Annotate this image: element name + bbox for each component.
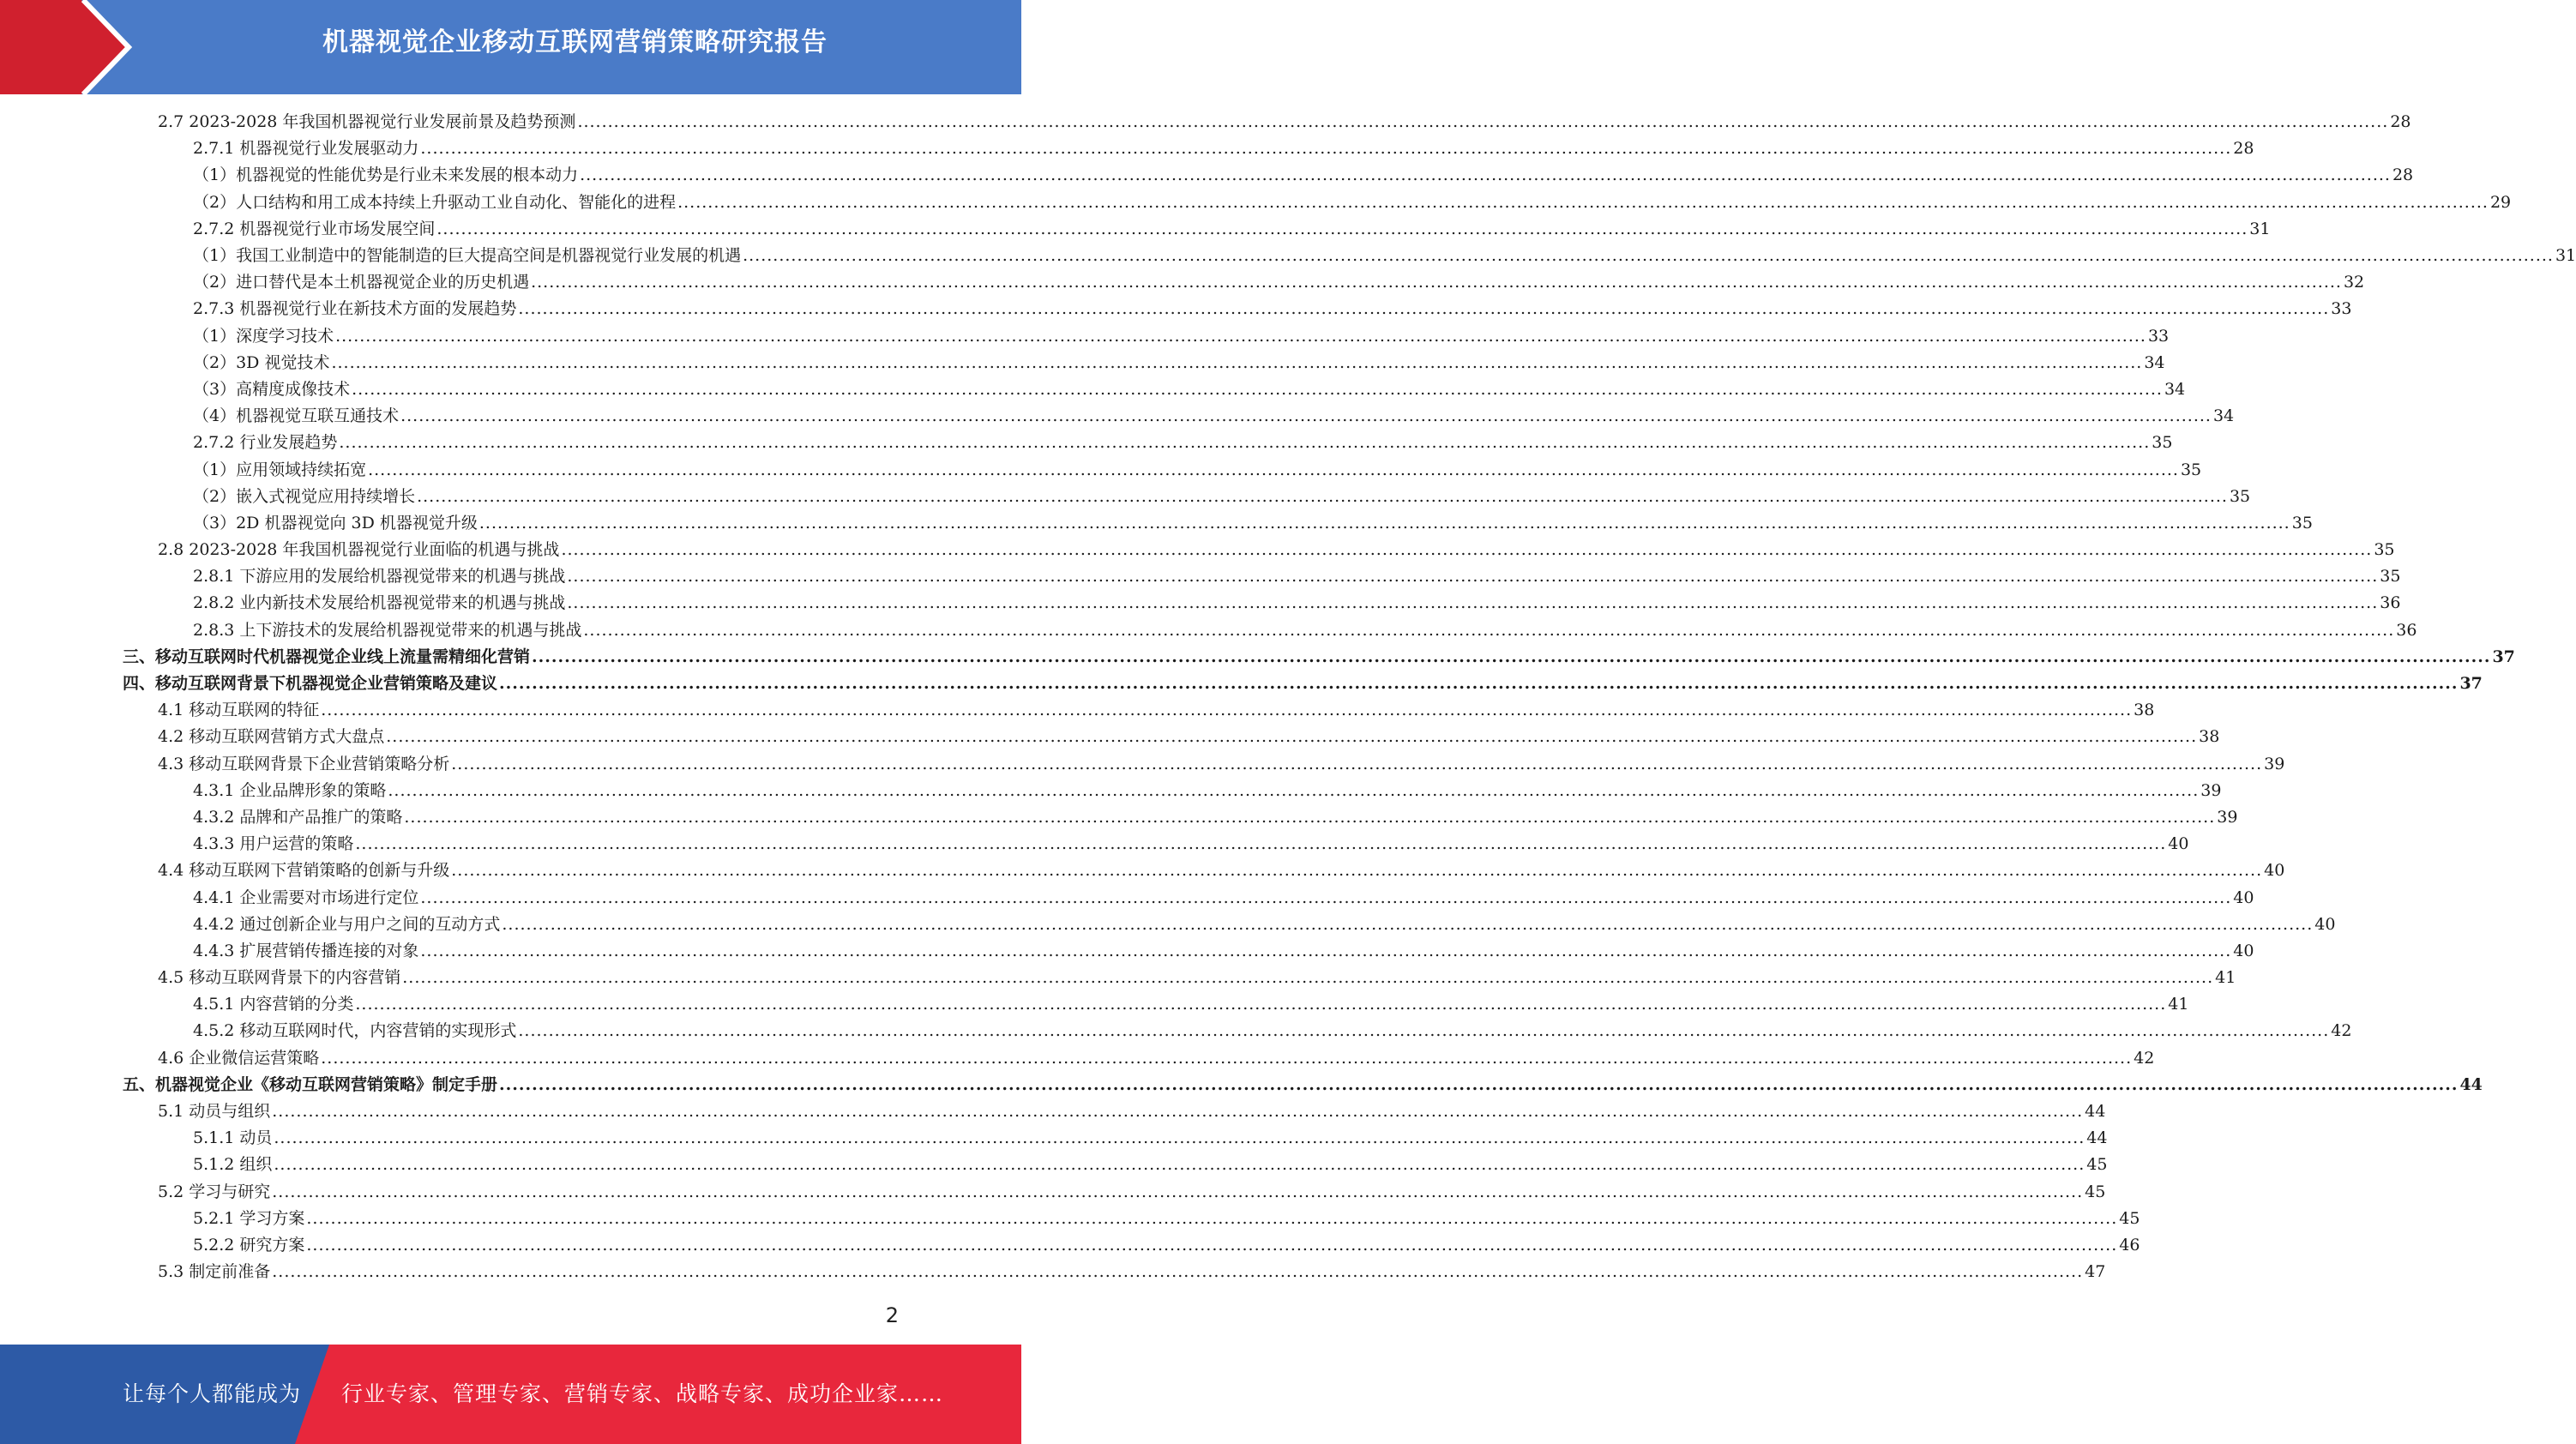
- toc-entry[interactable]: [0, 162, 2414, 189]
- toc-entry-label: 2.7.2 行业发展趋势: [193, 433, 338, 453]
- toc-entry-label: （2）3D 视觉技术: [193, 352, 330, 372]
- page-footer: [0, 1345, 1021, 1444]
- toc-entry-label: 5.2 学习与研究: [158, 1182, 271, 1201]
- toc-entry[interactable]: [0, 884, 2254, 911]
- toc-entry[interactable]: [0, 590, 2401, 617]
- red-chevron-logo-icon: [0, 0, 137, 94]
- toc-dot-leader: ............................................................................................................................................................................................................................................................................................................: [339, 433, 2151, 453]
- toc-entry[interactable]: [0, 510, 2313, 537]
- toc-entry[interactable]: [0, 484, 2251, 510]
- toc-dot-leader: ............................................................................................................................................................................................................................................................................................................: [577, 112, 2389, 132]
- toc-entry-page: 40: [2233, 941, 2254, 960]
- toc-entry-page: 41: [2215, 968, 2236, 988]
- toc-entry[interactable]: [0, 991, 2189, 1018]
- toc-entry[interactable]: [0, 216, 2271, 243]
- toc-dot-leader: ............................................................................................................................................................................................................................................................................................................: [274, 1155, 2085, 1175]
- toc-entry-page: 45: [2119, 1208, 2140, 1228]
- toc-entry[interactable]: [0, 938, 2254, 965]
- report-title: 机器视觉企业移动互联网营销策略研究报告: [322, 27, 828, 57]
- toc-entry-label: 2.8.2 业内新技术发展给机器视觉带来的机遇与挑战: [193, 593, 566, 613]
- toc-dot-leader: ............................................................................................................................................................................................................................................................................................................: [417, 486, 2228, 506]
- toc-entry-label: 五、机器视觉企业《移动互联网营销策略》制定手册: [123, 1074, 498, 1094]
- toc-dot-leader: ............................................................................................................................................................................................................................................................................................................: [274, 1128, 2085, 1148]
- toc-entry[interactable]: [0, 190, 2512, 216]
- toc-entry-label: 5.3 制定前准备: [158, 1262, 271, 1282]
- toc-entry[interactable]: [0, 1125, 2108, 1152]
- toc-entry-label: 4.2 移动互联网营销方式大盘点: [158, 727, 385, 747]
- toc-entry-label: （4）机器视觉互联互通技术: [193, 406, 400, 426]
- toc-entry[interactable]: [0, 804, 2238, 831]
- toc-dot-leader: ............................................................................................................................................................................................................................................................................................................: [420, 887, 2232, 907]
- toc-entry-page: 45: [2085, 1182, 2106, 1201]
- toc-entry-page: 42: [2331, 1021, 2352, 1041]
- toc-entry-page: 39: [2264, 754, 2285, 773]
- toc-entry[interactable]: [0, 1206, 2140, 1232]
- toc-entry-label: （2）嵌入式视觉应用持续增长: [193, 486, 416, 506]
- toc-entry[interactable]: [0, 1045, 2155, 1072]
- toc-entry[interactable]: [0, 563, 2401, 590]
- toc-entry-page: 46: [2119, 1235, 2140, 1254]
- toc-entry-page: 35: [2229, 486, 2251, 506]
- toc-entry-label: （1）机器视觉的性能优势是行业未来发展的根本动力: [193, 165, 579, 185]
- toc-entry-label: 2.7.1 机器视觉行业发展驱动力: [193, 139, 419, 159]
- toc-entry[interactable]: [0, 912, 2336, 938]
- toc-entry[interactable]: [0, 296, 2352, 322]
- toc-entry-label: 4.4 移动互联网下营销策略的创新与升级: [158, 861, 450, 881]
- toc-dot-leader: ............................................................................................................................................................................................................................................................................................................: [272, 1182, 2084, 1201]
- toc-entry-page: 45: [2086, 1155, 2108, 1175]
- toc-entry-label: 4.3.1 企业品牌形象的策略: [193, 780, 387, 800]
- table-of-contents: [0, 109, 2576, 1285]
- toc-entry-page: 38: [2199, 727, 2220, 747]
- toc-entry[interactable]: [0, 697, 2155, 724]
- toc-entry[interactable]: [0, 376, 2186, 403]
- toc-entry[interactable]: [0, 1072, 2483, 1098]
- toc-entry-page: 40: [2168, 834, 2189, 854]
- toc-entry-page: 40: [2264, 861, 2285, 881]
- toc-entry-label: 2.8.1 下游应用的发展给机器视觉带来的机遇与挑战: [193, 567, 566, 587]
- toc-entry-page: 37: [2492, 647, 2515, 666]
- toc-dot-leader: ............................................................................................................................................................................................................................................................................................................: [518, 1021, 2330, 1041]
- toc-entry-page: 31: [2555, 246, 2576, 266]
- toc-entry-label: 4.3.2 品牌和产品推广的策略: [193, 807, 403, 827]
- toc-entry-page: 35: [2152, 433, 2173, 453]
- toc-dot-leader: ............................................................................................................................................................................................................................................................................................................: [532, 647, 2491, 666]
- toc-dot-leader: ............................................................................................................................................................................................................................................................................................................: [518, 299, 2330, 319]
- toc-entry[interactable]: [0, 831, 2189, 857]
- toc-dot-leader: ............................................................................................................................................................................................................................................................................................................: [331, 352, 2143, 372]
- toc-entry-label: 4.3.3 用户运营的策略: [193, 834, 354, 854]
- toc-entry[interactable]: [0, 751, 2285, 778]
- toc-dot-leader: ............................................................................................................................................................................................................................................................................................................: [677, 192, 2489, 212]
- toc-entry-page: 41: [2168, 995, 2189, 1014]
- toc-entry-page: 44: [2459, 1074, 2483, 1094]
- toc-entry-label: 5.2.2 研究方案: [193, 1235, 305, 1254]
- toc-dot-leader: ............................................................................................................................................................................................................................................................................................................: [306, 1208, 2118, 1228]
- toc-dot-leader: ............................................................................................................................................................................................................................................................................................................: [404, 807, 2216, 827]
- toc-entry-page: 44: [2086, 1128, 2108, 1148]
- toc-entry[interactable]: [0, 617, 2417, 644]
- toc-dot-leader: ............................................................................................................................................................................................................................................................................................................: [561, 540, 2373, 560]
- toc-entry-page: 36: [2396, 620, 2417, 640]
- toc-entry-page: 32: [2343, 273, 2365, 292]
- toc-dot-leader: ............................................................................................................................................................................................................................................................................................................: [567, 593, 2379, 613]
- toc-dot-leader: ............................................................................................................................................................................................................................................................................................................: [355, 995, 2167, 1014]
- toc-entry[interactable]: [0, 644, 2515, 671]
- toc-dot-leader: ............................................................................................................................................................................................................................................................................................................: [436, 219, 2248, 238]
- toc-entry[interactable]: [0, 243, 2576, 269]
- toc-dot-leader: ............................................................................................................................................................................................................................................................................................................: [355, 834, 2167, 854]
- toc-entry-page: 33: [2147, 326, 2170, 346]
- toc-entry-page: 40: [2314, 914, 2336, 934]
- toc-dot-leader: ............................................................................................................................................................................................................................................................................................................: [420, 139, 2232, 159]
- toc-entry-page: 29: [2489, 192, 2512, 212]
- toc-dot-leader: ............................................................................................................................................................................................................................................................................................................: [272, 1102, 2084, 1122]
- toc-entry[interactable]: [0, 1152, 2108, 1178]
- footer-slogan-left: 让每个人都能成为: [123, 1381, 302, 1406]
- toc-entry-label: （1）应用领域持续拓宽: [193, 460, 367, 479]
- toc-entry-page: 28: [2233, 139, 2254, 159]
- toc-entry-label: 2.8.3 上下游技术的发展给机器视觉带来的机遇与挑战: [193, 620, 582, 640]
- toc-entry-page: 34: [2144, 352, 2165, 372]
- toc-dot-leader: ............................................................................................................................................................................................................................................................................................................: [272, 1262, 2084, 1282]
- toc-entry[interactable]: [0, 109, 2411, 135]
- toc-entry[interactable]: [0, 1232, 2140, 1259]
- toc-entry-label: 四、移动互联网背景下机器视觉企业营销策略及建议: [123, 674, 498, 694]
- toc-entry-page: 38: [2134, 701, 2155, 720]
- toc-entry[interactable]: [0, 1098, 2106, 1125]
- toc-entry-page: 35: [2180, 460, 2202, 479]
- toc-entry-label: 2.7 2023-2028 年我国机器视觉行业发展前景及趋势预测: [158, 112, 576, 132]
- toc-entry[interactable]: [0, 671, 2483, 697]
- toc-dot-leader: ............................................................................................................................................................................................................................................................................................................: [335, 326, 2146, 346]
- toc-dot-leader: ............................................................................................................................................................................................................................................................................................................: [321, 701, 2133, 720]
- toc-entry-label: 2.8 2023-2028 年我国机器视觉行业面临的机遇与挑战: [158, 540, 560, 560]
- toc-dot-leader: ............................................................................................................................................................................................................................................................................................................: [499, 674, 2459, 694]
- toc-entry[interactable]: [0, 323, 2170, 350]
- toc-dot-leader: ............................................................................................................................................................................................................................................................................................................: [388, 780, 2200, 800]
- toc-entry-label: 4.5.2 移动互联网时代，内容营销的实现形式: [193, 1021, 517, 1041]
- toc-entry-label: 4.5.1 内容营销的分类: [193, 995, 354, 1014]
- toc-entry[interactable]: [0, 778, 2222, 804]
- toc-entry[interactable]: [0, 135, 2254, 162]
- toc-entry-label: （2）进口替代是本土机器视觉企业的历史机遇: [193, 273, 530, 292]
- toc-entry-page: 39: [2200, 780, 2222, 800]
- toc-dot-leader: ............................................................................................................................................................................................................................................................................................................: [368, 460, 2179, 479]
- toc-entry[interactable]: [0, 724, 2220, 750]
- toc-dot-leader: ............................................................................................................................................................................................................................................................................................................: [352, 379, 2163, 399]
- toc-entry-label: 5.1 动员与组织: [158, 1102, 271, 1122]
- toc-entry-label: 2.7.2 机器视觉行业市场发展空间: [193, 219, 436, 238]
- toc-entry-page: 37: [2459, 674, 2483, 694]
- toc-entry-label: （3）高精度成像技术: [193, 379, 351, 399]
- toc-entry-label: 4.5 移动互联网背景下的内容营销: [158, 968, 401, 988]
- toc-entry-label: 4.1 移动互联网的特征: [158, 701, 320, 720]
- toc-entry-page: 35: [2291, 513, 2313, 532]
- toc-dot-leader: ............................................................................................................................................................................................................................................................................................................: [502, 914, 2314, 934]
- toc-entry-label: 2.7.3 机器视觉行业在新技术方面的发展趋势: [193, 299, 517, 319]
- toc-entry-label: 5.1.1 动员: [193, 1128, 273, 1148]
- toc-dot-leader: ............................................................................................................................................................................................................................................................................................................: [531, 273, 2342, 292]
- toc-entry-page: 40: [2233, 887, 2254, 907]
- toc-entry-label: 4.3 移动互联网背景下企业营销策略分析: [158, 754, 450, 773]
- toc-entry-page: 44: [2085, 1102, 2106, 1122]
- toc-entry[interactable]: [0, 857, 2285, 884]
- toc-entry-page: 33: [2331, 299, 2352, 319]
- toc-entry-label: （1）我国工业制造中的智能制造的巨大提高空间是机器视觉行业发展的机遇: [193, 246, 742, 266]
- toc-entry-page: 28: [2392, 165, 2414, 185]
- toc-entry-label: （1）深度学习技术: [193, 326, 334, 346]
- toc-dot-leader: ............................................................................................................................................................................................................................................................................................................: [321, 1048, 2133, 1068]
- toc-entry-label: 4.6 企业微信运营策略: [158, 1048, 320, 1068]
- toc-entry-label: 5.2.1 学习方案: [193, 1208, 305, 1228]
- toc-entry-label: 4.4.3 扩展营销传播连接的对象: [193, 941, 419, 960]
- toc-entry[interactable]: [0, 1018, 2352, 1044]
- page-number: 2: [885, 1303, 899, 1327]
- toc-entry-page: 36: [2380, 593, 2401, 613]
- toc-dot-leader: ............................................................................................................................................................................................................................................................................................................: [306, 1235, 2118, 1254]
- toc-dot-leader: ............................................................................................................................................................................................................................................................................................................: [499, 1074, 2459, 1094]
- toc-entry-label: 5.1.2 组织: [193, 1155, 273, 1175]
- toc-dot-leader: ............................................................................................................................................................................................................................................................................................................: [402, 968, 2214, 988]
- toc-dot-leader: ............................................................................................................................................................................................................................................................................................................: [451, 861, 2263, 881]
- toc-entry-label: 三、移动互联网时代机器视觉企业线上流量需精细化营销: [123, 647, 531, 666]
- toc-entry-label: 4.4.1 企业需要对市场进行定位: [193, 887, 419, 907]
- footer-slogan-right: 行业专家、管理专家、营销专家、战略专家、成功企业家……: [341, 1381, 944, 1406]
- toc-entry-page: 31: [2249, 219, 2271, 238]
- toc-entry-page: 35: [2374, 540, 2395, 560]
- toc-dot-leader: ............................................................................................................................................................................................................................................................................................................: [580, 165, 2391, 185]
- toc-entry-page: 34: [2212, 406, 2235, 426]
- toc-dot-leader: ............................................................................................................................................................................................................................................................................................................: [567, 567, 2379, 587]
- page-header: [0, 0, 1021, 94]
- toc-entry-page: 35: [2380, 567, 2401, 587]
- toc-entry-page: 34: [2164, 379, 2186, 399]
- toc-entry-page: 47: [2085, 1262, 2106, 1282]
- toc-entry-label: 4.4.2 通过创新企业与用户之间的互动方式: [193, 914, 501, 934]
- toc-entry[interactable]: [0, 269, 2365, 296]
- toc-dot-leader: ............................................................................................................................................................................................................................................................................................................: [420, 941, 2232, 960]
- toc-dot-leader: ............................................................................................................................................................................................................................................................................................................: [400, 406, 2212, 426]
- toc-entry[interactable]: [0, 965, 2236, 991]
- toc-dot-leader: ............................................................................................................................................................................................................................................................................................................: [386, 727, 2198, 747]
- toc-entry[interactable]: [0, 1259, 2106, 1285]
- toc-entry[interactable]: [0, 537, 2395, 563]
- toc-entry-page: 28: [2390, 112, 2411, 132]
- toc-dot-leader: ............................................................................................................................................................................................................................................................................................................: [743, 246, 2554, 266]
- toc-entry-label: （2）人口结构和用工成本持续上升驱动工业自动化、智能化的进程: [193, 192, 677, 212]
- toc-dot-leader: ............................................................................................................................................................................................................................................................................................................: [478, 513, 2290, 532]
- toc-entry[interactable]: [0, 403, 2235, 430]
- toc-entry-page: 42: [2134, 1048, 2155, 1068]
- toc-entry[interactable]: [0, 1179, 2106, 1206]
- toc-entry[interactable]: [0, 456, 2202, 483]
- toc-entry[interactable]: [0, 350, 2165, 376]
- toc-entry-label: （3）2D 机器视觉向 3D 机器视觉升级: [193, 513, 478, 532]
- toc-dot-leader: ............................................................................................................................................................................................................................................................................................................: [583, 620, 2395, 640]
- toc-entry[interactable]: [0, 430, 2173, 456]
- toc-dot-leader: ............................................................................................................................................................................................................................................................................................................: [451, 754, 2263, 773]
- toc-entry-page: 39: [2217, 807, 2238, 827]
